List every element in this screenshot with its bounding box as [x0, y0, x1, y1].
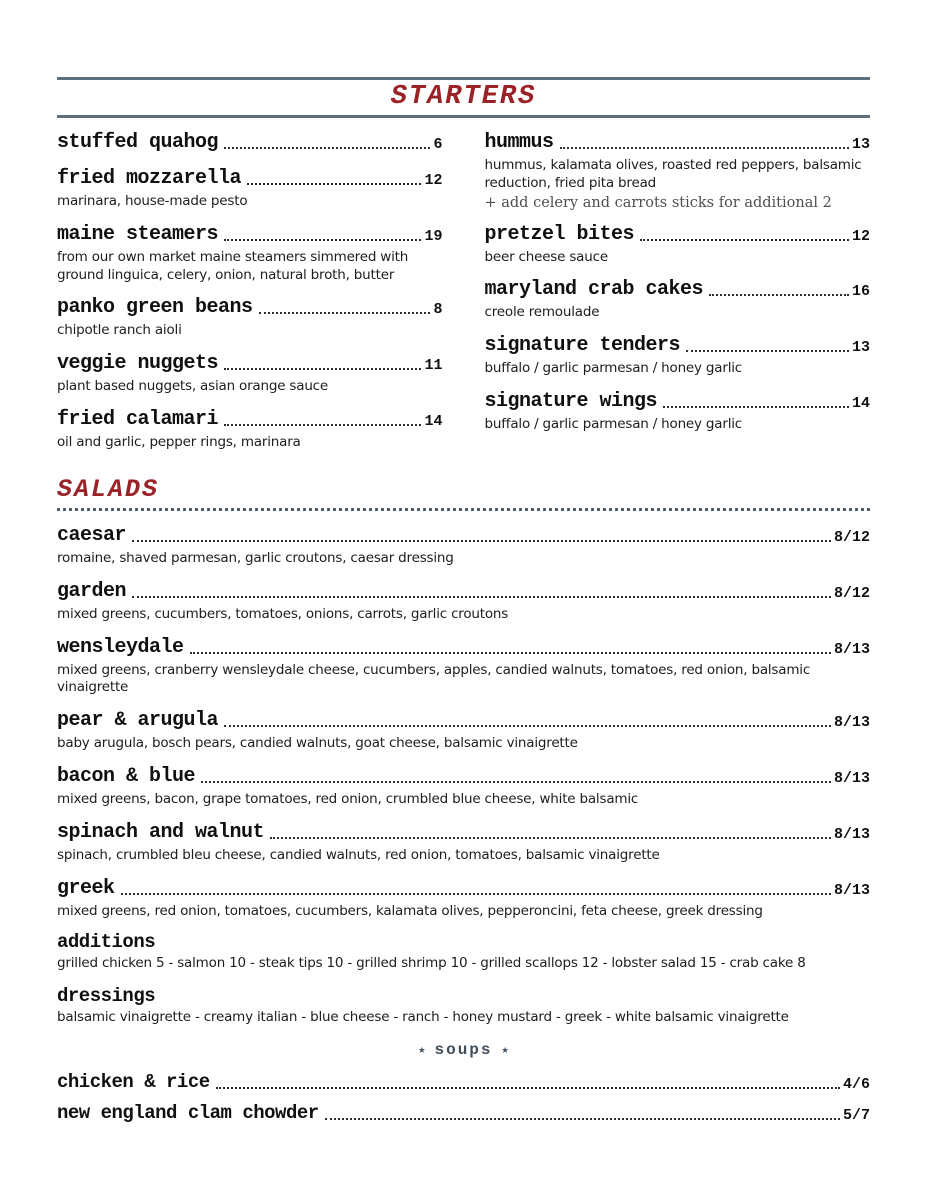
item-price: 5/7 — [842, 1106, 870, 1124]
item-name: stuffed quahog — [57, 131, 219, 154]
item-price: 8/12 — [833, 528, 870, 546]
item-price: 13 — [851, 339, 870, 357]
item-line — [57, 166, 443, 191]
item-line — [57, 1102, 870, 1126]
item-price: 6 — [433, 136, 443, 153]
item-name: greek — [57, 876, 115, 900]
item-name: maine steamers — [57, 222, 219, 246]
item-description: creole remoulade — [484, 304, 600, 321]
salads-additions — [57, 931, 870, 973]
soups-section-heading — [57, 1041, 870, 1059]
item-line — [57, 876, 870, 901]
dot-leader — [640, 239, 849, 241]
menu-item-stuffed-quahog — [57, 130, 443, 155]
dot-leader — [132, 596, 831, 598]
salads-list — [57, 523, 870, 1027]
menu-item-maine-steamers — [57, 222, 443, 285]
item-name: new england clam chowder — [57, 1101, 319, 1124]
item-price: 13 — [851, 136, 870, 153]
item-price: 12 — [851, 227, 870, 245]
dot-leader — [224, 239, 421, 241]
item-name: pretzel bites — [484, 222, 635, 246]
menu-item-veggie-nuggets — [57, 351, 443, 396]
dot-leader — [201, 781, 831, 783]
item-description: mixed greens, cucumbers, tomatoes, onions, carrots, garlic croutons — [57, 605, 509, 622]
menu-item-signature-tenders — [485, 333, 871, 378]
item-description: mixed greens, red onion, tomatoes, cucumbers, kalamata olives, pepperoncini, feta cheese, greek dressing — [57, 902, 763, 919]
item-price: 19 — [424, 227, 443, 245]
dot-leader — [121, 893, 831, 895]
item-description: from our own market maine steamers simmered with ground linguica, celery, onion, natural broth, butter — [57, 248, 409, 283]
item-name: caesar — [57, 523, 127, 547]
salads-dressings — [57, 985, 870, 1027]
item-name: pear & arugula — [57, 709, 219, 733]
item-line — [485, 130, 871, 155]
dot-leader — [560, 147, 849, 149]
dot-leader — [216, 1087, 840, 1089]
dot-leader — [224, 725, 831, 727]
item-line — [485, 333, 871, 358]
menu-item-bacon-blue — [57, 764, 870, 809]
additions-description: grilled chicken 5 - salmon 10 - steak tips 10 - grilled shrimp 10 - grilled scallops 12 - lobster salad 15 - crab cake 8 — [57, 955, 806, 972]
item-line — [57, 523, 870, 548]
item-description: chipotle ranch aioli — [57, 322, 182, 339]
item-description: buffalo / garlic parmesan / honey garlic — [484, 416, 743, 433]
menu-item-pretzel-bites — [485, 222, 871, 267]
item-description: mixed greens, bacon, grape tomatoes, red onion, crumbled blue cheese, white balsamic — [57, 790, 639, 807]
soups-list — [57, 1071, 870, 1126]
dot-leader — [709, 294, 849, 296]
item-line — [57, 130, 443, 155]
item-description: plant based nuggets, asian orange sauce — [57, 378, 329, 395]
item-line — [57, 820, 870, 845]
starters-grid — [57, 130, 870, 463]
item-price: 8/12 — [833, 584, 870, 602]
dressings-heading: dressings — [57, 985, 156, 1008]
item-name: garden — [57, 579, 127, 603]
menu-item-caesar — [57, 523, 870, 568]
menu-item-fried-calamari — [57, 407, 443, 452]
item-name: panko green beans — [57, 296, 253, 320]
dot-leader — [224, 147, 430, 149]
item-line — [485, 277, 871, 302]
menu-item-maryland-crab-cakes — [485, 277, 871, 322]
dot-leader — [132, 540, 831, 542]
item-price: 11 — [424, 357, 443, 375]
menu-item-hummus — [485, 130, 871, 211]
item-line — [485, 389, 871, 414]
item-name: signature tenders — [484, 334, 681, 358]
dot-leader — [224, 424, 421, 426]
dot-leader — [190, 652, 831, 654]
item-name: maryland crab cakes — [484, 278, 704, 302]
item-price: 8/13 — [833, 640, 870, 658]
starters-bottom-rule — [57, 115, 870, 118]
item-name: spinach and walnut — [57, 820, 265, 844]
menu-item-garden — [57, 579, 870, 624]
menu-item-pear-arugula — [57, 708, 870, 753]
item-name: hummus — [484, 131, 554, 154]
item-name: signature wings — [484, 390, 658, 414]
star-icon: ★ — [501, 1043, 509, 1057]
item-name: fried calamari — [57, 408, 219, 432]
item-line — [57, 295, 443, 320]
item-description: romaine, shaved parmesan, garlic croutons, caesar dressing — [57, 549, 454, 566]
item-price: 4/6 — [842, 1075, 870, 1093]
item-price: 12 — [424, 172, 443, 189]
menu-item-fried-mozzarella — [57, 166, 443, 211]
item-line — [57, 635, 870, 660]
star-icon: ★ — [418, 1043, 426, 1057]
item-price: 14 — [424, 413, 443, 431]
dot-leader — [270, 837, 831, 839]
item-line — [57, 764, 870, 789]
item-line — [485, 222, 871, 247]
item-line — [57, 351, 443, 376]
item-name: veggie nuggets — [57, 352, 219, 376]
item-description: mixed greens, cranberry wensleydale cheese, cucumbers, apples, candied walnuts, tomatoes, red onion, balsamic vinaigrette — [57, 661, 811, 696]
menu-content — [57, 0, 870, 1126]
salads-section-title: SALADS — [57, 474, 160, 504]
item-description: oil and garlic, pepper rings, marinara — [57, 434, 301, 451]
item-price: 16 — [851, 283, 870, 301]
dot-leader — [259, 312, 431, 314]
dot-leader — [663, 406, 849, 408]
dot-leader — [686, 350, 849, 352]
menu-item-panko-green-beans — [57, 295, 443, 340]
soups-title: soups — [434, 1041, 493, 1059]
dot-leader — [224, 368, 421, 370]
menu-item-greek — [57, 876, 870, 921]
item-line — [57, 708, 870, 733]
item-line — [57, 579, 870, 604]
menu-item-clam-chowder — [57, 1102, 870, 1126]
item-name: fried mozzarella — [57, 167, 242, 190]
item-addon-note: + add celery and carrots sticks for additional 2 — [484, 194, 832, 211]
item-price: 8/13 — [833, 714, 870, 732]
item-price: 8 — [433, 301, 443, 319]
dot-leader — [325, 1118, 840, 1120]
item-line — [57, 1071, 870, 1095]
item-description: buffalo / garlic parmesan / honey garlic — [484, 360, 743, 377]
dressings-description: balsamic vinaigrette - creamy italian - blue cheese - ranch - honey mustard - greek - white balsamic vinaigrette — [57, 1009, 789, 1026]
starters-right-column — [485, 130, 871, 445]
item-line — [57, 407, 443, 432]
item-price: 8/13 — [833, 769, 870, 787]
item-name: wensleydale — [57, 635, 184, 659]
menu-item-chicken-rice — [57, 1071, 870, 1095]
item-description: marinara, house-made pesto — [57, 193, 248, 209]
item-name: bacon & blue — [57, 764, 196, 788]
menu-item-signature-wings — [485, 389, 871, 434]
item-description: spinach, crumbled bleu cheese, candied walnuts, red onion, tomatoes, balsamic vinaigrette — [57, 846, 660, 863]
starters-left-column — [57, 130, 443, 463]
item-description: baby arugula, bosch pears, candied walnuts, goat cheese, balsamic vinaigrette — [57, 735, 578, 752]
menu-item-wensleydale — [57, 635, 870, 698]
item-price: 8/13 — [833, 881, 870, 899]
item-description: hummus, kalamata olives, roasted red peppers, balsamic reduction, fried pita bread — [484, 157, 862, 191]
salads-dotted-divider — [57, 508, 870, 511]
additions-heading: additions — [57, 931, 156, 954]
menu-item-spinach-walnut — [57, 820, 870, 865]
item-name: chicken & rice — [57, 1071, 210, 1093]
item-description: beer cheese sauce — [484, 248, 608, 265]
item-price: 8/13 — [833, 825, 870, 843]
dot-leader — [247, 183, 421, 185]
item-line — [57, 222, 443, 247]
item-price: 14 — [851, 395, 870, 413]
starters-section-title: STARTERS — [390, 82, 537, 112]
